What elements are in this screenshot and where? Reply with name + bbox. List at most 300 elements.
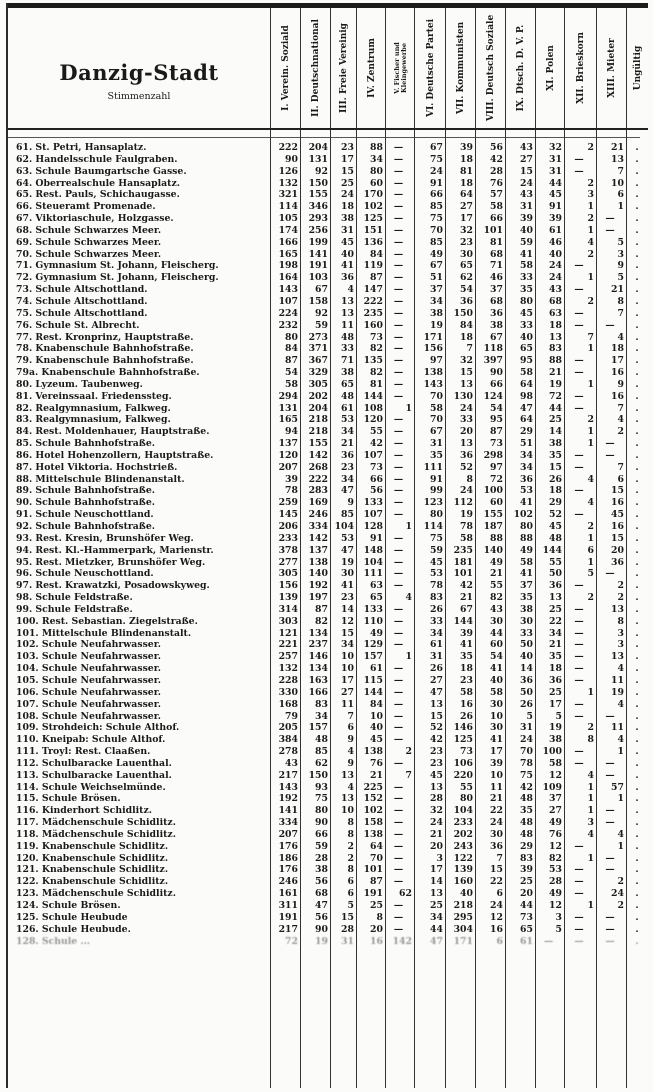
vote-count-cell: 38: [520, 603, 533, 615]
vote-count-cell: 40: [520, 224, 533, 236]
invalid-votes-cell: .: [635, 828, 639, 840]
vote-count-cell: 58: [430, 402, 443, 414]
vote-count-cell: 5: [587, 568, 594, 580]
vote-count-cell: 13: [430, 888, 443, 900]
vote-count-cell: 171: [453, 935, 473, 944]
vote-count-cell: 197: [308, 592, 328, 604]
vote-count-cell: 21: [370, 769, 383, 781]
vote-count-cell: 32: [460, 224, 473, 236]
vote-count-cell: —: [574, 615, 584, 627]
vote-count-cell: 139: [453, 864, 473, 876]
table-row: [8, 533, 648, 545]
vote-count-cell: 43: [490, 603, 503, 615]
table-row: [8, 249, 648, 261]
vote-count-cell: 84: [285, 343, 298, 355]
vote-count-cell: 334: [308, 521, 328, 532]
vote-count-cell: 2: [617, 426, 624, 438]
table-row: [8, 770, 648, 782]
results-table: [8, 142, 648, 944]
vote-count-cell: 140: [483, 544, 503, 556]
vote-count-cell: 102: [363, 201, 383, 213]
vote-count-cell: 102: [513, 509, 533, 521]
vote-count-cell: 75: [430, 532, 443, 544]
polling-station-name: 69. Schule Schwarzes Meer.: [16, 236, 162, 248]
invalid-votes-cell: .: [635, 485, 639, 497]
vote-count-cell: 29: [520, 840, 533, 852]
vote-count-cell: —: [605, 852, 615, 864]
vote-count-cell: 217: [278, 923, 298, 935]
vote-count-cell: 295: [453, 911, 473, 923]
vote-count-cell: 49: [549, 817, 562, 829]
vote-count-cell: 6: [617, 473, 624, 485]
vote-count-cell: —: [574, 746, 584, 758]
vote-count-cell: 67: [430, 426, 443, 438]
vote-count-cell: 84: [370, 698, 383, 710]
vote-count-cell: 2: [587, 521, 594, 532]
vote-count-cell: 30: [490, 698, 503, 710]
vote-count-cell: 65: [370, 592, 383, 604]
vote-count-cell: 92: [315, 165, 328, 177]
vote-count-cell: 1: [587, 793, 594, 805]
vote-count-cell: —: [574, 390, 584, 402]
vote-count-cell: 58: [460, 532, 473, 544]
vote-count-cell: —: [574, 935, 584, 944]
vote-count-cell: —: [574, 876, 584, 888]
vote-count-cell: —: [605, 319, 615, 331]
vote-count-cell: 37: [520, 580, 533, 592]
polling-station-name: 93. Rest. Kresin, Brunshöfer Weg.: [16, 532, 194, 544]
vote-count-cell: —: [393, 485, 404, 497]
vote-count-cell: 233: [453, 817, 473, 829]
vote-count-cell: 53: [549, 864, 562, 876]
vote-count-cell: 35: [549, 651, 562, 663]
vote-count-cell: 36: [549, 580, 562, 592]
vote-count-cell: —: [393, 757, 404, 769]
table-row: [8, 485, 648, 497]
vote-count-cell: 218: [308, 414, 328, 426]
table-row: [8, 604, 648, 616]
vote-count-cell: 110: [363, 615, 383, 627]
table-row: [8, 474, 648, 486]
vote-count-cell: 36: [341, 272, 354, 284]
polling-station-name: 106. Schule Neufahrwasser.: [16, 686, 162, 698]
polling-station-name: 98. Schule Feldstraße.: [16, 592, 133, 604]
column-header: [300, 8, 331, 128]
vote-count-cell: 24: [341, 189, 354, 201]
vote-count-cell: 139: [278, 592, 298, 604]
vote-count-cell: —: [393, 153, 404, 165]
vote-count-cell: —: [393, 307, 404, 319]
vote-count-cell: 24: [490, 900, 503, 911]
vote-count-cell: 42: [520, 781, 533, 793]
vote-count-cell: 134: [308, 663, 328, 675]
vote-count-cell: 56: [315, 911, 328, 923]
vote-count-cell: 3: [587, 817, 594, 829]
table-row: [8, 450, 648, 462]
vote-count-cell: 36: [490, 307, 503, 319]
vote-count-cell: 2: [587, 414, 594, 426]
vote-count-cell: 33: [520, 319, 533, 331]
vote-count-cell: 150: [308, 769, 328, 781]
polling-station-name: 126. Schule Heubude.: [16, 923, 131, 935]
vote-count-cell: 41: [520, 248, 533, 260]
vote-count-cell: 101: [363, 864, 383, 876]
table-row: [8, 853, 648, 865]
vote-count-cell: 2: [617, 592, 624, 604]
vote-count-cell: 142: [392, 935, 412, 944]
vote-count-cell: 4: [587, 236, 594, 248]
table-row: [8, 414, 648, 426]
vote-count-cell: —: [393, 367, 404, 379]
vote-count-cell: 32: [460, 355, 473, 367]
vote-count-cell: 35: [520, 592, 533, 604]
vote-count-cell: 112: [453, 497, 473, 509]
invalid-votes-cell: .: [635, 236, 639, 248]
vote-count-cell: 140: [308, 568, 328, 580]
polling-station-name: 81. Vereinssaal. Friedenssteg.: [16, 390, 172, 402]
vote-count-cell: 1: [587, 532, 594, 544]
invalid-votes-cell: .: [635, 272, 639, 284]
invalid-votes-cell: .: [635, 532, 639, 544]
vote-count-cell: 64: [460, 189, 473, 201]
vote-count-cell: 50: [520, 686, 533, 698]
vote-count-cell: 36: [611, 556, 624, 568]
invalid-votes-cell: .: [635, 390, 639, 402]
vote-count-cell: 207: [278, 828, 298, 840]
vote-count-cell: 55: [460, 781, 473, 793]
vote-count-cell: 150: [308, 177, 328, 189]
invalid-votes-cell: .: [635, 651, 639, 663]
vote-count-cell: 305: [308, 378, 328, 390]
vote-count-cell: 30: [341, 568, 354, 580]
vote-count-cell: 4: [347, 746, 354, 758]
vote-count-cell: —: [574, 651, 584, 663]
vote-count-cell: 87: [285, 355, 298, 367]
column-header-label: XI. Polen: [545, 45, 556, 91]
vote-count-cell: —: [393, 923, 404, 935]
vote-count-cell: 34: [315, 710, 328, 722]
vote-count-cell: 12: [549, 769, 562, 781]
vote-count-cell: —: [605, 805, 615, 817]
vote-count-cell: 31: [520, 722, 533, 734]
vote-count-cell: 8: [466, 473, 473, 485]
vote-count-cell: 11: [341, 319, 354, 331]
vote-count-cell: 37: [549, 793, 562, 805]
vote-count-cell: 82: [315, 615, 328, 627]
vote-count-cell: 120: [363, 414, 383, 426]
vote-count-cell: 88: [549, 355, 562, 367]
vote-count-cell: 75: [520, 769, 533, 781]
vote-count-cell: 4: [617, 698, 624, 710]
invalid-votes-cell: .: [635, 935, 639, 944]
table-row: [8, 746, 648, 758]
invalid-votes-cell: .: [635, 556, 639, 568]
vote-count-cell: 23: [341, 592, 354, 604]
vote-count-cell: 72: [490, 473, 503, 485]
vote-count-cell: 8: [347, 828, 354, 840]
vote-count-cell: 2: [587, 722, 594, 734]
vote-count-cell: 14: [341, 603, 354, 615]
vote-count-cell: 87: [490, 426, 503, 438]
polling-station-name: 115. Schule Brösen.: [16, 793, 121, 805]
vote-count-cell: 98: [520, 390, 533, 402]
vote-count-cell: 54: [490, 651, 503, 663]
vote-count-cell: 78: [430, 580, 443, 592]
vote-count-cell: 1: [405, 402, 412, 414]
vote-count-cell: 107: [363, 509, 383, 521]
vote-count-cell: —: [574, 603, 584, 615]
table-row: [8, 616, 648, 628]
vote-count-cell: 88: [370, 142, 383, 153]
vote-count-cell: 35: [520, 805, 533, 817]
vote-count-cell: —: [393, 615, 404, 627]
invalid-votes-cell: .: [635, 817, 639, 829]
vote-count-cell: 277: [278, 556, 298, 568]
vote-count-cell: 10: [490, 710, 503, 722]
vote-count-cell: 163: [308, 674, 328, 686]
vote-count-cell: 34: [520, 449, 533, 461]
vote-count-cell: 48: [520, 828, 533, 840]
vote-count-cell: 39: [460, 627, 473, 639]
vote-count-cell: 61: [520, 935, 533, 944]
vote-count-cell: 66: [490, 378, 503, 390]
vote-count-cell: 246: [308, 509, 328, 521]
vote-count-cell: 80: [520, 295, 533, 307]
column-header: [445, 8, 476, 128]
vote-count-cell: 148: [363, 544, 383, 556]
table-row: [8, 545, 648, 557]
vote-count-cell: 17: [430, 864, 443, 876]
vote-count-cell: 73: [370, 461, 383, 473]
invalid-votes-cell: .: [635, 426, 639, 438]
invalid-votes-cell: .: [635, 544, 639, 556]
column-header: [564, 8, 597, 128]
table-row: [8, 557, 648, 569]
polling-station-name: 110. Kneipab: Schule Althof.: [16, 734, 166, 746]
table-row: [8, 651, 648, 663]
vote-count-cell: 5: [617, 236, 624, 248]
polling-station-name: 74. Schule Altschottland.: [16, 295, 148, 307]
vote-count-cell: 95: [490, 414, 503, 426]
vote-count-cell: 9: [347, 734, 354, 746]
polling-station-name: 79a. Knabenschule Bahnhofstraße.: [16, 367, 200, 379]
vote-count-cell: 101: [483, 224, 503, 236]
vote-count-cell: 35: [430, 449, 443, 461]
invalid-votes-cell: .: [635, 888, 639, 900]
vote-count-cell: 65: [460, 260, 473, 272]
vote-count-cell: 273: [308, 331, 328, 343]
vote-count-cell: 13: [341, 793, 354, 805]
vote-count-cell: 6: [496, 935, 503, 944]
polling-station-name: 101. Mittelschule Blindenanstalt.: [16, 627, 192, 639]
vote-count-cell: 33: [520, 627, 533, 639]
vote-count-cell: 60: [370, 177, 383, 189]
vote-count-cell: 45: [370, 734, 383, 746]
vote-count-cell: 142: [308, 532, 328, 544]
vote-count-cell: 222: [278, 142, 298, 153]
polling-station-name: 116. Kinderhort Schidlitz.: [16, 805, 152, 817]
vote-count-cell: 222: [308, 473, 328, 485]
vote-count-cell: 40: [460, 888, 473, 900]
vote-count-cell: 27: [549, 805, 562, 817]
vote-count-cell: 68: [490, 295, 503, 307]
vote-count-cell: 65: [520, 923, 533, 935]
vote-count-cell: 73: [370, 331, 383, 343]
vote-count-cell: 204: [308, 142, 328, 153]
vote-count-cell: —: [393, 734, 404, 746]
vote-count-cell: 108: [363, 402, 383, 414]
polling-station-name: 86. Hotel Hohenzollern, Hauptstraße.: [16, 449, 214, 461]
table-row: [8, 687, 648, 699]
polling-station-name: 66. Steueramt Promenade.: [16, 201, 156, 213]
vote-count-cell: 130: [453, 390, 473, 402]
polling-station-name: 82. Realgymnasium, Falkweg.: [16, 402, 171, 414]
vote-count-cell: 144: [363, 686, 383, 698]
vote-count-cell: 87: [370, 272, 383, 284]
vote-count-cell: 58: [490, 201, 503, 213]
vote-count-cell: 29: [549, 497, 562, 509]
vote-count-cell: 174: [278, 224, 298, 236]
table-row: [8, 675, 648, 687]
vote-count-cell: 1: [617, 793, 624, 805]
vote-count-cell: 17: [490, 746, 503, 758]
vote-count-cell: 82: [549, 852, 562, 864]
vote-count-cell: 120: [278, 449, 298, 461]
polling-station-name: 123. Mädchenschule Schidlitz.: [16, 888, 176, 900]
column-header-label: IX. Dtsch. D. V. P.: [516, 24, 526, 112]
vote-count-cell: 155: [483, 509, 503, 521]
vote-count-cell: 13: [341, 769, 354, 781]
invalid-votes-cell: .: [635, 414, 639, 426]
invalid-votes-cell: .: [635, 603, 639, 615]
polling-station-name: 85. Schule Bahnhofstraße.: [16, 438, 156, 450]
vote-count-cell: 33: [520, 272, 533, 284]
vote-count-cell: 232: [278, 319, 298, 331]
vote-count-cell: 47: [315, 900, 328, 911]
table-row: [8, 438, 648, 450]
vote-count-cell: 235: [453, 544, 473, 556]
polling-station-name: 88. Mittelschule Blindenanstalt.: [16, 473, 185, 485]
vote-count-cell: —: [605, 710, 615, 722]
polling-station-name: 73. Schule Altschottland.: [16, 284, 148, 296]
vote-count-cell: 1: [405, 651, 412, 663]
vote-count-cell: 1: [587, 556, 594, 568]
vote-count-cell: 3: [617, 639, 624, 651]
vote-count-cell: 91: [430, 177, 443, 189]
table-row: [8, 462, 648, 474]
column-header: [475, 8, 506, 128]
vote-count-cell: 75: [315, 793, 328, 805]
vote-count-cell: 311: [278, 900, 298, 911]
vote-count-cell: 66: [430, 189, 443, 201]
table-row: [8, 580, 648, 592]
header-separator: [8, 137, 640, 138]
vote-count-cell: 38: [341, 367, 354, 379]
vote-count-cell: 221: [278, 639, 298, 651]
column-header-label: VI. Deutsche Partei: [425, 18, 436, 118]
vote-count-cell: 107: [278, 295, 298, 307]
vote-count-cell: 18: [460, 663, 473, 675]
vote-count-cell: —: [574, 461, 584, 473]
vote-count-cell: 73: [460, 746, 473, 758]
vote-count-cell: 64: [370, 840, 383, 852]
vote-count-cell: —: [393, 426, 404, 438]
invalid-votes-cell: .: [635, 876, 639, 888]
vote-count-cell: 143: [423, 378, 443, 390]
invalid-votes-cell: .: [635, 769, 639, 781]
invalid-votes-cell: .: [635, 142, 639, 153]
table-row: [8, 284, 648, 296]
vote-count-cell: 106: [453, 757, 473, 769]
invalid-votes-cell: .: [635, 521, 639, 532]
vote-count-cell: 157: [308, 722, 328, 734]
vote-count-cell: 18: [549, 485, 562, 497]
table-row: [8, 782, 648, 794]
vote-count-cell: 5: [555, 923, 562, 935]
vote-count-cell: 20: [430, 840, 443, 852]
vote-count-cell: 42: [490, 153, 503, 165]
vote-count-cell: 155: [308, 189, 328, 201]
vote-count-cell: 67: [430, 260, 443, 272]
vote-count-cell: 157: [363, 651, 383, 663]
vote-count-cell: 70: [430, 224, 443, 236]
vote-count-cell: 34: [549, 627, 562, 639]
vote-count-cell: 6: [496, 888, 503, 900]
vote-count-cell: 102: [363, 805, 383, 817]
vote-count-cell: —: [393, 544, 404, 556]
vote-count-cell: 123: [423, 497, 443, 509]
vote-count-cell: 33: [341, 343, 354, 355]
polling-station-name: 99. Schule Feldstraße.: [16, 603, 133, 615]
vote-count-cell: 31: [430, 651, 443, 663]
column-header: [505, 8, 536, 128]
polling-station-name: 96. Schule Neuschottland.: [16, 568, 154, 580]
vote-count-cell: 48: [341, 390, 354, 402]
vote-count-cell: 21: [490, 793, 503, 805]
table-row: [8, 379, 648, 391]
vote-count-cell: 1: [617, 201, 624, 213]
invalid-votes-cell: .: [635, 757, 639, 769]
vote-count-cell: 115: [363, 674, 383, 686]
column-header-label: XIII. Mieter: [607, 38, 617, 98]
polling-station-name: 124. Schule Brösen.: [16, 900, 121, 911]
column-header: [414, 8, 446, 128]
vote-count-cell: 125: [453, 734, 473, 746]
vote-count-cell: —: [393, 224, 404, 236]
vote-count-cell: —: [393, 165, 404, 177]
table-row: [8, 758, 648, 770]
vote-count-cell: 95: [520, 355, 533, 367]
vote-count-cell: 294: [278, 390, 298, 402]
table-row: [8, 178, 648, 190]
vote-count-cell: 41: [341, 260, 354, 272]
vote-count-cell: 191: [363, 888, 383, 900]
vote-count-cell: 31: [520, 201, 533, 213]
vote-count-cell: 228: [278, 674, 298, 686]
polling-station-name: 92. Schule Bahnhofstraße.: [16, 521, 156, 532]
vote-count-cell: 82: [370, 367, 383, 379]
vote-count-cell: 104: [334, 521, 354, 532]
vote-count-cell: 28: [341, 923, 354, 935]
invalid-votes-cell: .: [635, 177, 639, 189]
vote-count-cell: 151: [363, 224, 383, 236]
invalid-votes-cell: .: [635, 746, 639, 758]
vote-count-cell: 30: [490, 615, 503, 627]
vote-count-cell: 4: [347, 781, 354, 793]
vote-count-cell: 36: [520, 473, 533, 485]
vote-count-cell: 18: [341, 201, 354, 213]
vote-count-cell: 7: [466, 343, 473, 355]
